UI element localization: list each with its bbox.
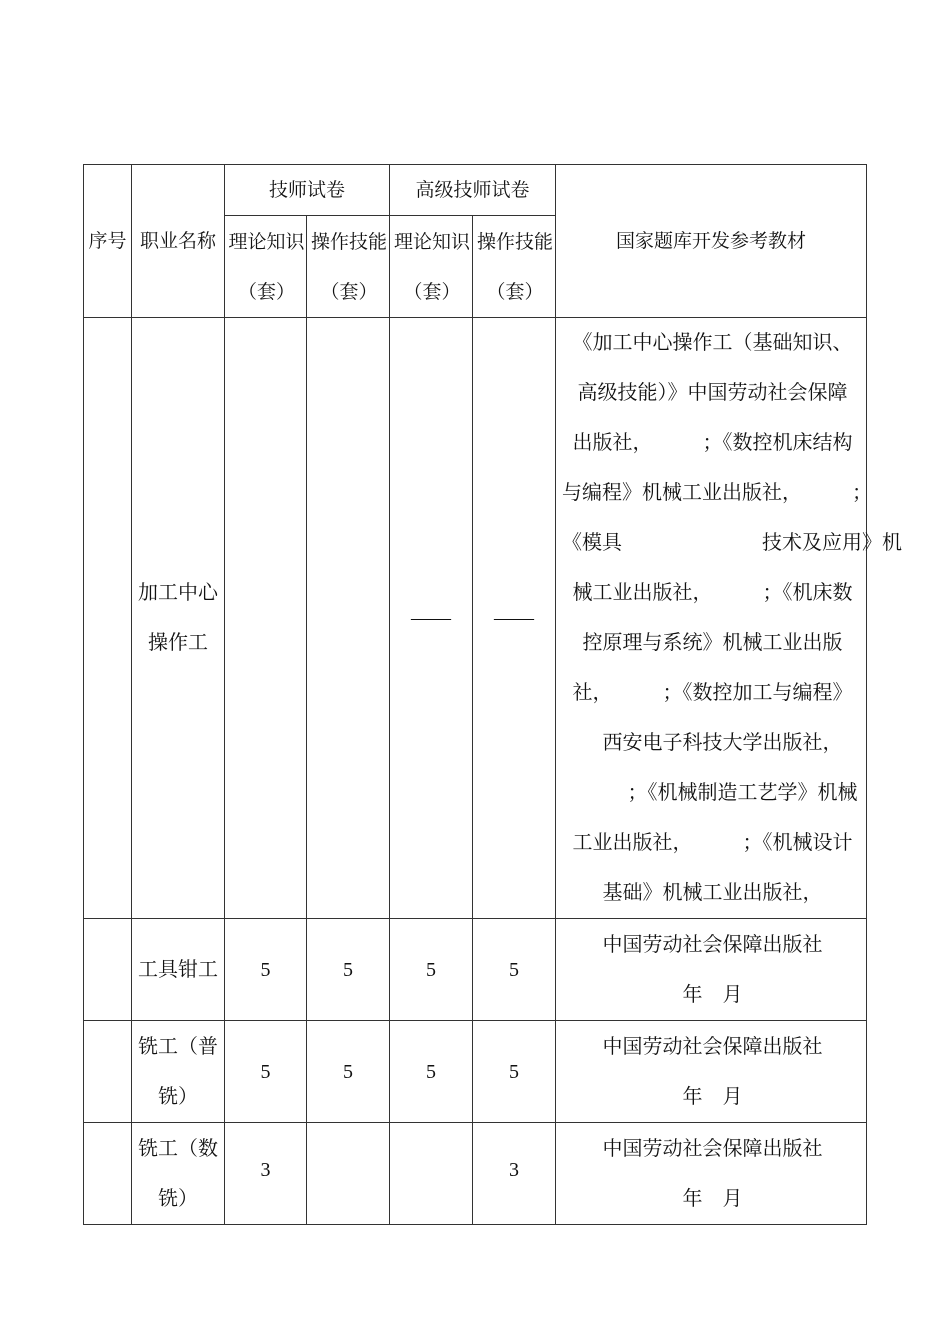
cell-tech-theory <box>225 318 307 919</box>
reference-line: 高级技能）》中国劳动社会保障 <box>577 382 848 404</box>
cell-reference <box>556 1021 867 1123</box>
header-reference: 国家题库开发参考教材 <box>556 165 867 318</box>
header-senior-skill: 操作技能（套） <box>473 216 556 318</box>
header-senior-group: 高级技师试卷 <box>390 165 556 216</box>
cell-occupation: 铣工（数铣） <box>132 1123 225 1225</box>
cell-seq <box>84 919 132 1021</box>
cell-senior-theory <box>390 1123 473 1225</box>
cell-senior-theory: 5 <box>390 1021 473 1123</box>
reference-date: 年 月 <box>682 983 743 1006</box>
reference-line: 中国劳动社会保障出版社 <box>602 1035 823 1058</box>
reference-date: 年 月 <box>682 1187 743 1210</box>
cell-tech-skill: 5 <box>307 1021 390 1123</box>
reference-line: 中国劳动社会保障出版社 <box>602 1137 823 1160</box>
cell-seq <box>84 318 132 919</box>
table-row <box>84 1123 867 1225</box>
reference-line: 出版社， ；《数控机床结构 <box>572 432 853 454</box>
header-technician-group: 技师试卷 <box>225 165 390 216</box>
reference-line: 中国劳动社会保障出版社 <box>602 933 823 956</box>
table-row <box>84 1021 867 1123</box>
cell-occupation: 工具钳工 <box>132 919 225 1021</box>
header-seq: 序号 <box>84 165 132 318</box>
cell-tech-skill <box>307 1123 390 1225</box>
header-senior-theory: 理论知识（套） <box>390 216 473 318</box>
cell-tech-skill <box>307 318 390 919</box>
cell-senior-skill: 5 <box>473 1021 556 1123</box>
cell-senior-theory: —— <box>390 318 473 919</box>
reference-line: 社， ；《数控加工与编程》 <box>572 682 853 704</box>
cell-tech-theory: 3 <box>225 1123 307 1225</box>
textbook-table <box>83 164 903 1225</box>
cell-tech-theory: 5 <box>225 1021 307 1123</box>
reference-date: 年 月 <box>682 1085 743 1108</box>
table-row <box>84 919 867 1021</box>
reference-line: 《模具 技术及应用》机 <box>562 532 903 554</box>
cell-senior-theory: 5 <box>390 919 473 1021</box>
cell-reference <box>556 1123 867 1225</box>
reference-line: 工业出版社， ；《机械设计 <box>572 832 853 854</box>
cell-senior-skill: 3 <box>473 1123 556 1225</box>
reference-line: 与编程》机械工业出版社， ； <box>562 482 873 504</box>
header-tech-skill: 操作技能（套） <box>307 216 390 318</box>
cell-seq <box>84 1021 132 1123</box>
reference-line: 基础》机械工业出版社， <box>602 882 823 904</box>
cell-tech-skill: 5 <box>307 919 390 1021</box>
cell-occupation: 铣工（普铣） <box>132 1021 225 1123</box>
header-occupation: 职业名称 <box>132 165 225 318</box>
cell-tech-theory: 5 <box>225 919 307 1021</box>
reference-line: 西安电子科技大学出版社， <box>582 732 843 754</box>
reference-line: 械工业出版社， ；《机床数 <box>572 582 853 604</box>
header-tech-theory: 理论知识（套） <box>225 216 307 318</box>
cell-occupation: 加工中心操作工 <box>132 318 225 919</box>
cell-seq <box>84 1123 132 1225</box>
reference-line: 《加工中心操作工（基础知识、 <box>572 332 853 354</box>
reference-line: ；《机械制造工艺学》机械 <box>567 782 858 804</box>
cell-reference <box>556 919 867 1021</box>
reference-line: 控原理与系统》机械工业出版 <box>582 632 843 654</box>
cell-senior-skill: 5 <box>473 919 556 1021</box>
table-row <box>84 318 867 919</box>
cell-reference <box>556 318 903 919</box>
cell-senior-skill: —— <box>473 318 556 919</box>
